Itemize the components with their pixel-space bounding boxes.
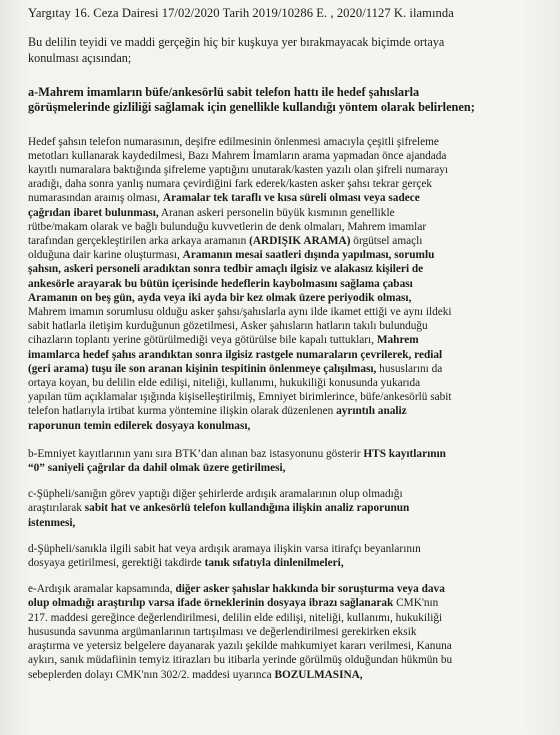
list-item bbox=[28, 542, 552, 570]
body-line bbox=[28, 248, 552, 262]
heading-line: görüşmelerinde gizliliği sağlamak için genellikle kullandığı yöntem olarak belirlenen; bbox=[28, 100, 475, 115]
intro-paragraph bbox=[28, 35, 552, 66]
text-run: b-Emniyet kayıtlarının yanı sıra BTK’dan alınan baz istasyonunu gösterir bbox=[28, 447, 364, 460]
body-line bbox=[28, 305, 552, 319]
bold-text: sabit hat ve ankesörlü telefon kullandığına ilişkin analiz raporunun bbox=[84, 502, 410, 515]
item-line bbox=[28, 556, 552, 570]
item-line bbox=[28, 625, 552, 639]
bold-text: raporunun temin edilerek dosyaya konulması, bbox=[28, 419, 251, 432]
text-run: kayıtlı numaralara baktığında şifreleme yaptığını unutarak/kasten yazılı olan şifreli numarayı bbox=[28, 164, 449, 176]
bold-text: olup olmadığı araştırılıp varsa ifade örneklerinin dosyaya ibrazı sağlanarak bbox=[28, 597, 394, 610]
text-run: örgütsel amaçlı bbox=[350, 235, 423, 248]
text-run: Hedef şahsın telefon numarasının, deşifre edilmesinin önlenmesi amacıyla çeşitli şifreleme bbox=[28, 135, 439, 148]
body-line bbox=[28, 135, 552, 149]
list-item bbox=[28, 487, 552, 530]
bold-text: Aramanın mesai saatleri dışında yapılması, sorumlu bbox=[182, 249, 435, 262]
item-line bbox=[28, 582, 552, 596]
text-run: c-Şüpheli/sanığın görev yaptığı diğer şehirlerde ardışık aramalarının olup olmadığı bbox=[28, 488, 403, 501]
bold-text: Aramanın on beş gün, ayda veya iki ayda bir kez olmak üzere periyodik olması, bbox=[28, 291, 412, 304]
text-run: telefon hatlarıyla irtibat kurma yönteminе ilişkin olarak düzenlenen bbox=[28, 405, 337, 418]
body-line bbox=[28, 206, 552, 220]
item-line bbox=[28, 447, 552, 461]
item-list bbox=[28, 447, 552, 682]
body-line bbox=[28, 319, 552, 333]
bold-text: imamlarca hedef şahıs arandıktan sonra ilgisiz rastgele numaraların çevrilerek, redial bbox=[28, 348, 443, 361]
body-line bbox=[28, 262, 552, 276]
text-run: cihazların toplantı yerine götürülmediği veya götürülse bile kapalı tuttukları, bbox=[28, 334, 377, 347]
text-run: dosyaya getirilmesi, gerektiği takdirde bbox=[28, 557, 205, 570]
body-line bbox=[28, 191, 552, 205]
item-line bbox=[28, 461, 552, 475]
bold-text: ayrıntılı analiz bbox=[336, 405, 407, 418]
body-line bbox=[28, 404, 552, 418]
bold-text: Mahrem bbox=[376, 334, 419, 347]
item-line bbox=[28, 653, 552, 667]
body-line bbox=[28, 376, 552, 390]
text-run: hususunda savunma argümanlarının tartışılması ve değerlendirilmesi gerekirken eksik bbox=[28, 625, 417, 638]
item-line bbox=[28, 639, 552, 653]
body-line bbox=[28, 177, 552, 191]
text-run: tarafından gerçekleştirilen arka arkaya aramanın bbox=[28, 235, 250, 248]
text-run: Mahrem imamın sorumlusu olduğu asker şahsı/şahıslarla aynı ilde ikamet ettiği ve aynı ildeki bbox=[28, 306, 452, 319]
bold-text: tanık sıfatıyla dinlenilmeleri, bbox=[204, 557, 344, 570]
body-line bbox=[28, 163, 552, 177]
item-line bbox=[28, 611, 552, 625]
item-line bbox=[28, 542, 552, 556]
item-line bbox=[28, 501, 552, 515]
document-header: Yargıtay 16. Ceza Dairesi 17/02/2020 Tarih 2019/10286 E. , 2020/1127 K. ilamında bbox=[28, 6, 454, 20]
item-line bbox=[28, 668, 552, 682]
body-line bbox=[28, 348, 552, 362]
heading-line: a-Mahrem imamların büfe/ankesörlü sabit telefon hattı ile hedef şahıslarla bbox=[28, 85, 420, 99]
text-run: hususlarını da bbox=[376, 362, 443, 375]
body-line bbox=[28, 333, 552, 347]
bold-text: istenmesi, bbox=[28, 516, 76, 529]
section-heading bbox=[28, 85, 552, 116]
text-run: sabit hatlarla iletişim kurduğunun gözetilmesi, Asker şahısların hatların takılı bulunduğu bbox=[28, 320, 428, 333]
bold-text: (geri arama) tuşu ile son aranan kişinin tespitinin önlenmeye çalışılması, bbox=[28, 362, 377, 375]
list-item bbox=[28, 582, 552, 681]
bold-text: (ARDIŞIK ARAMA) bbox=[249, 235, 351, 248]
text-run: yapılan tüm açıklamalar ışığında kişiselleştirilmiş, Emniyet birimlerince, büfe/ankesörlü sabit bbox=[28, 391, 452, 404]
body-line bbox=[28, 291, 552, 305]
text-run: d-Şüpheli/sanıkla ilgili sabit hat veya ardışık aramaya ilişkin varsa itirafçı beyanlarının bbox=[28, 542, 421, 555]
intro-line: Bu delilin teyidi ve maddi gerçeğin hiç bir kuşkuya yer bırakmayacak biçimde ortaya bbox=[28, 35, 445, 49]
text-run: aykırı, sanık müdafiinin temyiz itirazları bu itibarla yerinde görülmüş olduğundan hükmün bu bbox=[28, 654, 453, 667]
text-run: 217. maddesi gereğince değerlendirilmesi, delilin elde edilişi, niteliği, kullanımı, hukukiliği bbox=[28, 611, 443, 624]
item-line bbox=[28, 487, 552, 501]
bold-text: ankesörle arayarak bu bütün içerisinde hedeflerin kaybolmasını sağlama çabası bbox=[28, 277, 413, 290]
text-run: e-Ardışık aramalar kapsamında, bbox=[28, 583, 176, 596]
text-run: CMK'nın bbox=[393, 597, 439, 610]
text-run: araştırılarak bbox=[28, 502, 85, 515]
text-run: araştırma ve yetersiz belgelere dayanarak yazılı şekilde mahkumiyet kararı verilmesi, Kanuna bbox=[28, 640, 452, 653]
bold-text: diğer asker şahıslar hakkında bir soruşturma veya dava bbox=[175, 583, 445, 596]
bold-text: çağrıdan ibaret bulunması, bbox=[28, 206, 159, 219]
item-line bbox=[28, 596, 552, 610]
bold-text: BOZULMASINA, bbox=[274, 668, 363, 681]
text-run: rütbe/makam olarak ve bağlı bulunduğu kuvvetlerin de denk olmaları, Mahrem imamlar bbox=[28, 220, 427, 233]
body-line bbox=[28, 419, 552, 433]
bold-text: Aramalar tek taraflı ve kısa süreli olması veya sadece bbox=[162, 192, 420, 205]
item-line bbox=[28, 516, 552, 530]
text-run: Aranan askeri personelin büyük kısmının genellikle bbox=[158, 206, 395, 219]
text-run: sebeplerden dolayı CMK'nın 302/2. maddesi uyarınca bbox=[28, 668, 275, 681]
text-run: aradığı, daha sonra yanlış numara çevirdiğini fark ederek/kasten asker şahsı tekrar gerçek bbox=[28, 178, 433, 191]
text-run: olduğuna dair karine oluşturması, bbox=[28, 249, 183, 262]
text-run: ortaya koyan, bu delilin elde edilişi, niteliği, kullanımı, hukukiliği konusunda yukarıda bbox=[28, 377, 421, 390]
text-run: numarasından araınış olması, bbox=[28, 192, 163, 205]
body-paragraph bbox=[28, 135, 552, 433]
body-line bbox=[28, 390, 552, 404]
body-line bbox=[28, 277, 552, 291]
bold-text: “0” saniyeli çağrılar da dahil olmak üzere getirilmesi, bbox=[28, 462, 286, 475]
intro-line: konulması açısından; bbox=[28, 50, 132, 65]
body-line bbox=[28, 234, 552, 248]
bold-text: HTS kayıtlarının bbox=[363, 447, 446, 460]
bold-text: şahsın, askeri personeli aradıktan sonra tedbir amaçlı ilgisiz ve alakasız kişileri de bbox=[28, 263, 424, 276]
body-line bbox=[28, 220, 552, 234]
body-line bbox=[28, 362, 552, 376]
text-run: metotları kullanarak kaydedilmesi, Bazı Mahrem İmamların arama yapmadan önce ajandada bbox=[28, 149, 447, 162]
list-item bbox=[28, 447, 552, 475]
body-line bbox=[28, 149, 552, 163]
